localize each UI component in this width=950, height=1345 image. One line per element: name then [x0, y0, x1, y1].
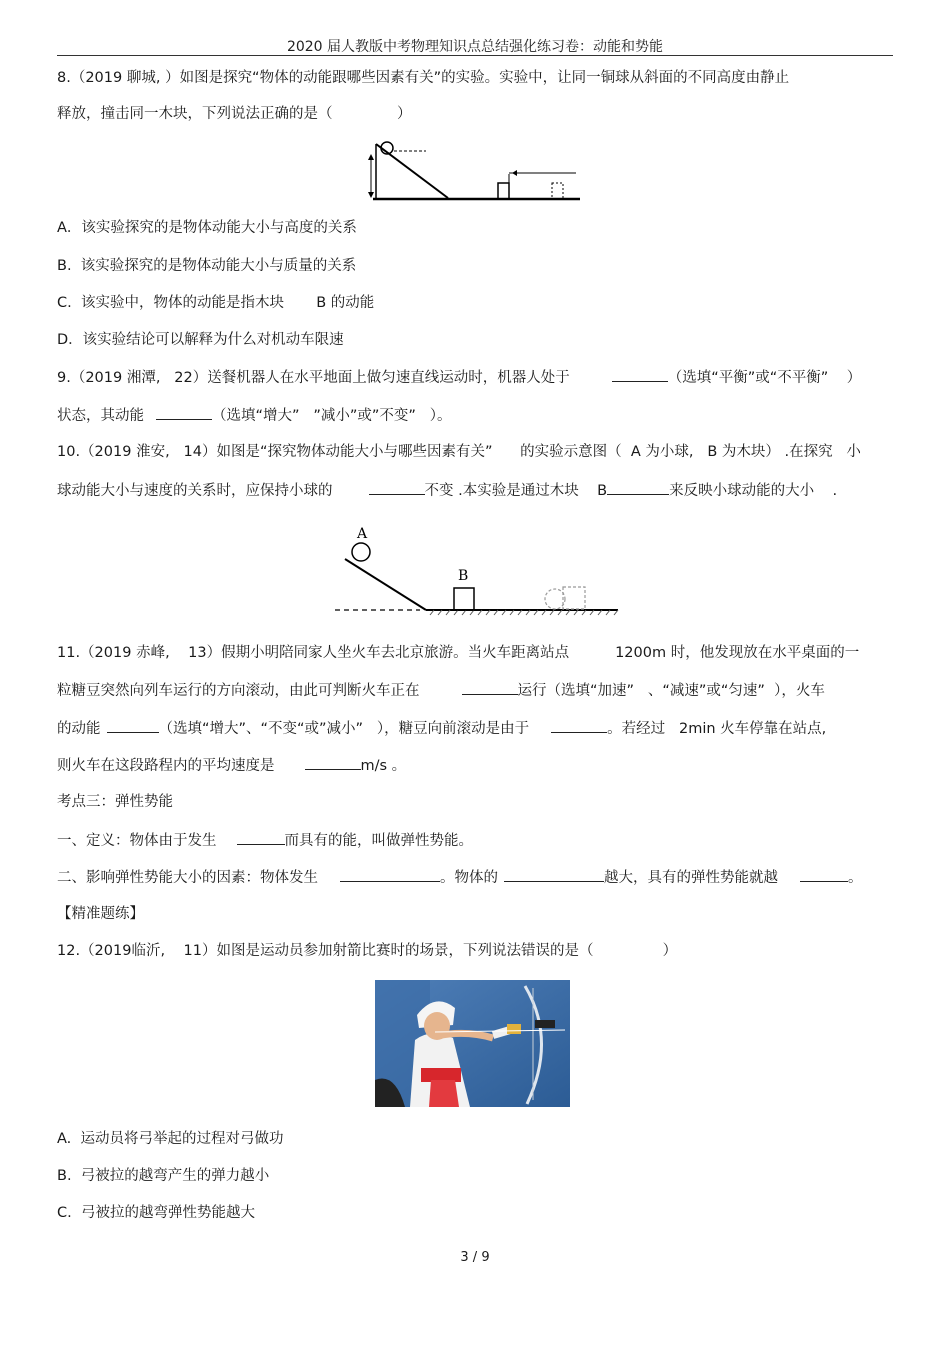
- factor-blank-2[interactable]: [504, 867, 604, 882]
- section-title: 考点三：弹性势能: [57, 794, 173, 810]
- q11-blank-4[interactable]: [305, 755, 361, 770]
- q9-line2-suffix: （选填“增大” ”减小”或”不变” ）。: [212, 408, 452, 424]
- q11-blank-1[interactable]: [462, 680, 518, 695]
- q11-line1: [57, 643, 859, 663]
- q10-line2: [57, 480, 837, 501]
- q11-line3-mid: （选填“增大”、“不变“或”减小” ），糖豆向前滚动是由于: [158, 721, 530, 737]
- definition-text: 一、定义：物体由于发生: [57, 833, 217, 849]
- q12-stem: 12.（2019临沂, 11）如图是运动员参加射箭比赛时的场景，下列说法错误的是（ ）: [57, 943, 678, 959]
- factor-line: [57, 867, 863, 888]
- q11-blank-2[interactable]: [107, 718, 159, 733]
- q12-option-b: B. 弓被拉的越弯产生的弹力越小: [57, 1168, 270, 1184]
- q11-line1-suffix: 1200m 时，他发现放在水平桌面的一: [615, 645, 860, 661]
- q11-line4-suffix: m/s 。: [360, 758, 407, 774]
- q9-line2: [57, 405, 451, 426]
- practice-heading: 【精准题练】: [57, 906, 144, 922]
- q11-line3: [57, 718, 826, 739]
- q9-blank-1[interactable]: [612, 367, 668, 382]
- factor-mid1: 。物体的: [440, 870, 498, 886]
- page-header: 2020 届人教版中考物理知识点总结强化练习卷：动能和势能: [286, 39, 664, 55]
- definition-suffix: 而具有的能，叫做弹性势能。: [284, 833, 473, 849]
- q11-line4: [57, 755, 406, 776]
- factor-mid2: 越大，具有的弹性势能就越: [604, 870, 778, 886]
- q8-option-b: B. 该实验探究的是物体动能大小与质量的关系: [57, 258, 357, 274]
- q11-blank-3[interactable]: [551, 718, 607, 733]
- q8-option-a: A．该实验探究的是物体动能大小与高度的关系: [57, 220, 357, 236]
- q11-line2-text: 粒糖豆突然向列车运行的方向滚动，由此可判断火车正在: [57, 683, 420, 699]
- archer-photo: [375, 980, 570, 1107]
- q11-line2-suffix: 运行（选填“加速” 、“减速”或“匀速” ），火车: [517, 683, 825, 699]
- definition-blank[interactable]: [237, 830, 285, 845]
- incline-ball-figure: [366, 134, 588, 204]
- q12-option-a: A. 运动员将弓举起的过程对弓做功: [57, 1131, 284, 1147]
- q12-option-c: C. 弓被拉的越弯弹性势能越大: [57, 1205, 255, 1221]
- label-a: A: [357, 526, 368, 542]
- q8-option-c: C. 该实验中，物体的动能是指木块 B 的动能: [57, 295, 375, 311]
- q8-option-d: D．该实验结论可以解释为什么对机动车限速: [57, 332, 344, 348]
- q10-blank-1[interactable]: [369, 480, 425, 495]
- q10-line2-text: 球动能大小与速度的关系时，应保持小球的: [57, 483, 333, 499]
- q9-line1: [57, 367, 861, 388]
- q10-line2-suffix: 来反映小球动能的大小 .: [669, 483, 838, 499]
- label-b: B: [458, 568, 469, 584]
- q10-line1: 10.（2019 淮安, 14）如图是“探究物体动能大小与哪些因素有关” 的实验示意图（ A 为小球, B 为木块） .在探究 小: [57, 444, 861, 460]
- q10-blank-2[interactable]: [607, 480, 669, 495]
- header-rule: [57, 55, 893, 56]
- q11-line4-text: 则火车在这段路程内的平均速度是: [57, 758, 275, 774]
- q8-stem-line1: 8.（2019 聊城, ）如图是探究“物体的动能跟哪些因素有关”的实验。实验中，让同一铜球从斜面的不同高度由静止: [57, 70, 790, 86]
- q11-line3-text: 的动能: [57, 721, 101, 737]
- page-number: 3 / 9: [460, 1250, 490, 1265]
- factor-blank-1[interactable]: [340, 867, 440, 882]
- factor-end: 。: [848, 870, 863, 886]
- q11-line3-suffix: 。若经过 2min 火车停靠在站点,: [607, 721, 827, 737]
- q8-stem-line2: 释放，撞击同一木块，下列说法正确的是（ ）: [57, 106, 412, 122]
- q11-line1-text: 11.（2019 赤峰, 13）假期小明陪同家人坐火车去北京旅游。当火车距离站点: [57, 645, 570, 661]
- factor-text: 二、影响弹性势能大小的因素：物体发生: [57, 870, 318, 886]
- ball-block-figure: [330, 524, 622, 618]
- q11-line2: [57, 680, 825, 701]
- q9-line2-text: 状态，其动能: [57, 408, 144, 424]
- definition-line: [57, 830, 473, 851]
- q10-line2-mid: 不变 .本实验是通过木块 B: [424, 483, 608, 499]
- q9-blank-2[interactable]: [156, 405, 212, 420]
- q9-line1-text: 9.（2019 湘潭, 22）送餐机器人在水平地面上做匀速直线运动时，机器人处于: [57, 370, 570, 386]
- factor-blank-3[interactable]: [800, 867, 848, 882]
- q9-line1-suffix: （选填“平衡”或“不平衡” ）: [667, 370, 862, 386]
